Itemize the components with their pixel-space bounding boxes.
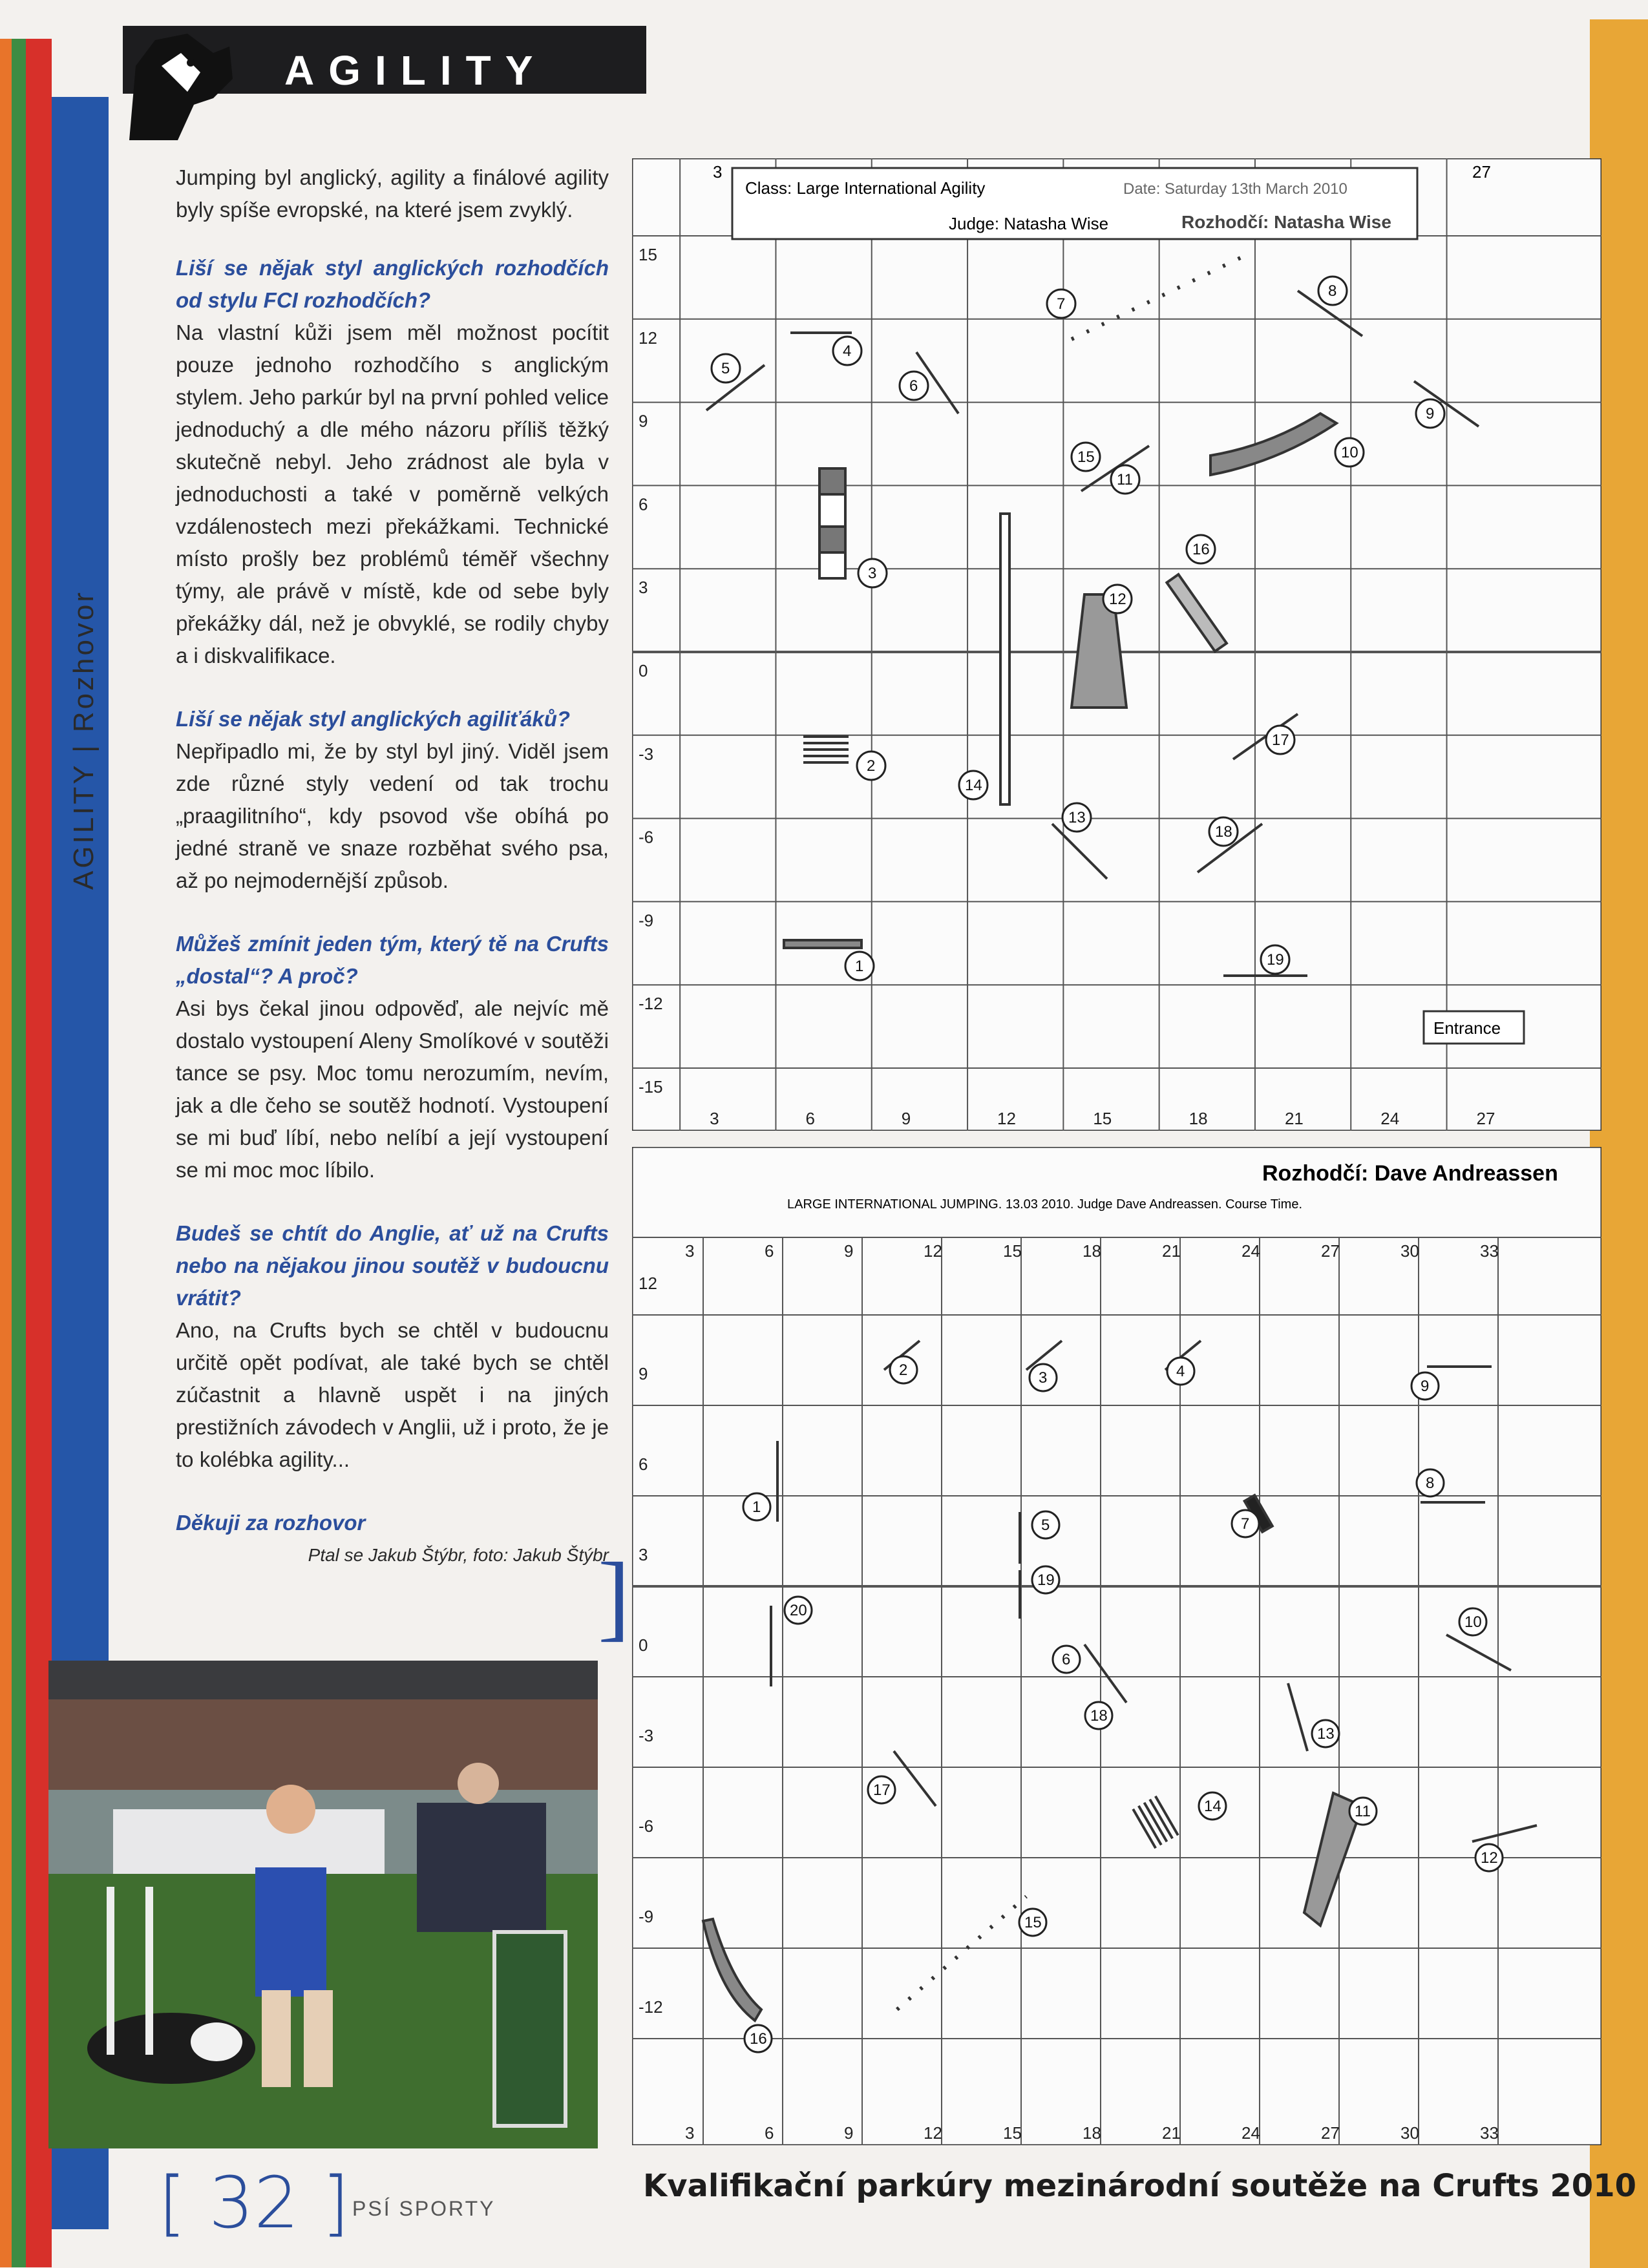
- obstacle-number-label: 7: [1241, 1515, 1250, 1533]
- obstacle-number-label: 16: [750, 2030, 767, 2048]
- y-tick-label: -12: [639, 994, 663, 1014]
- x-tick-label: 15: [1003, 2123, 1022, 2143]
- vertical-section-label: AGILITY | Rozhovor: [68, 589, 100, 890]
- y-tick-label: 6: [639, 494, 648, 514]
- x-tick-label: 21: [1284, 1109, 1304, 1128]
- article-body: [176, 162, 609, 1571]
- x-tick-label: 18: [1083, 1241, 1101, 1261]
- obstacle-number-label: 5: [1041, 1517, 1050, 1534]
- x-tick-label: 9: [901, 1109, 911, 1128]
- x-tick-label: 27: [1321, 1241, 1340, 1261]
- obstacle-number-label: 7: [1057, 295, 1066, 313]
- obstacle-number-label: 11: [1117, 471, 1133, 488]
- obstacle-number-label: 12: [1481, 1849, 1498, 1867]
- obstacle-number-label: 17: [1272, 731, 1289, 749]
- obstacle-number-label: 6: [909, 377, 918, 395]
- obstacle-number-label: 4: [843, 342, 852, 360]
- y-tick-label: 12: [639, 328, 657, 348]
- agility-course-map: [632, 158, 1601, 1131]
- obstacle-number-label: 17: [873, 1781, 891, 1799]
- obstacle-number-label: 3: [1039, 1369, 1048, 1387]
- obstacle-number-label: 18: [1215, 823, 1232, 841]
- answer-4: Ano, na Crufts bych se chtěl v budoucnu určitě opět podívat, ale také bych se chtěl zúčastnit a hlavně uspět i na jiných prestižních závodech v Anglii, už i proto, že je to kolébka agility...: [176, 1318, 609, 1471]
- binding-stripe-orange: [0, 39, 12, 2267]
- course2-subtitle: LARGE INTERNATIONAL JUMPING. 13.03 2010. Judge Dave Andreassen. Course Time.: [787, 1197, 1303, 1212]
- obstacle-number-label: 5: [721, 360, 730, 377]
- page-number: [ 32 ]: [158, 2161, 350, 2244]
- answer-3: Asi bys čekal jinou odpověď, ale nejvíc mě dostalo vystoupení Aleny Smolíkové v soutěži tance se psy. Moc tomu nerozumím, nevím, jak a dle čeho se soutěž hodnotí. Vystoupení se mi buď líbí, nebo nelíbí a její vystoupení se mi moc moc líbilo.: [176, 996, 609, 1182]
- magazine-name: PSÍ SPORTY: [352, 2197, 496, 2220]
- y-tick-label: 3: [639, 1545, 648, 1564]
- obstacle-number-label: 14: [1204, 1798, 1221, 1815]
- x-tick-label: 3: [710, 1109, 719, 1128]
- x-tick-label: 18: [1188, 1109, 1208, 1128]
- obstacle-number-label: 20: [790, 1602, 807, 1619]
- x-tick-label: 33: [1480, 2123, 1499, 2143]
- x-tick-label: 12: [924, 1241, 942, 1261]
- obstacle-number-label: 18: [1090, 1707, 1108, 1725]
- obstacle-number-label: 11: [1355, 1803, 1371, 1820]
- x-tick-label: 30: [1400, 2123, 1419, 2143]
- obstacle-number-label: 19: [1037, 1571, 1055, 1589]
- seesaw-1: [784, 940, 861, 948]
- x-tick-label: 30: [1400, 1241, 1419, 1261]
- obstacle-number-label: 1: [752, 1498, 761, 1516]
- x-tick-label: 21: [1162, 2123, 1181, 2143]
- y-tick-label: 0: [639, 1635, 648, 1655]
- thanks-line: Děkuji za rozhovor: [176, 1511, 366, 1535]
- y-tick-label: -6: [639, 827, 654, 847]
- y-tick-label: 9: [639, 411, 648, 431]
- y-tick-label: 0: [639, 661, 648, 680]
- obstacle-number-label: 12: [1109, 591, 1126, 608]
- question-1: Liší se nějak styl anglických rozhodčích od stylu FCI rozhodčích?: [176, 256, 609, 312]
- x-tick-label: 24: [1241, 1241, 1260, 1261]
- course-class: Class: Large International Agility: [745, 178, 986, 198]
- obstacle-number-label: 8: [1328, 282, 1337, 300]
- obstacle-number-label: 8: [1426, 1475, 1435, 1492]
- x-tick-label: 24: [1380, 1109, 1400, 1128]
- x-tick-label: 3: [685, 1241, 695, 1261]
- y-tick-label: -9: [639, 1907, 654, 1926]
- dogwalk-14: [1000, 514, 1009, 804]
- answer-2: Nepřipadlo mi, že by styl byl jiný. Viděl jsem zde různé styly vedení od tak trochu „praagilitního“, kdy psovod vše obíhá po jedné straně ve snaze rozběhat svého psa, až po nejmodernější způsob.: [176, 739, 609, 892]
- x-tick-label: 24: [1241, 2123, 1260, 2143]
- y-tick-label: -3: [639, 1726, 654, 1745]
- y-tick-label: -9: [639, 910, 654, 930]
- x-tick-label: 27: [1321, 2123, 1340, 2143]
- binding-stripe-red: [26, 39, 52, 2267]
- x-tick-label: 33: [1480, 1241, 1499, 1261]
- obstacle-number-label: 2: [899, 1361, 908, 1379]
- answer-1: Na vlastní kůži jsem měl možnost pocítit pouze jednoho rozhodčího s anglickým stylem. Jeho parkúr byl na první pohled velice jednoduchý a dle mého názoru příliš těžký skutečně nebyl. Jeho zrádnost ale byla v jednoduchosti a také v poměrně velkých vzdálenostech mezi překážkami. Technické místo prošly bez problémů téměř všechny týmy, ale právě v místě, kde od sebe byly překážky dál, než je obvyklé, se rodily chyby a i diskvalifikace.: [176, 320, 609, 667]
- x-tick-label: 12: [924, 2123, 942, 2143]
- jumping-course-map: [632, 1147, 1601, 2145]
- question-4: Budeš se chtít do Anglie, ať už na Crufts nebo na nějakou jinou soutěž v budoucnu vrátit?: [176, 1221, 609, 1310]
- y-tick-label: 3: [639, 578, 648, 598]
- x-tick-label: 6: [765, 1241, 774, 1261]
- obstacle-number-label: 2: [867, 757, 876, 775]
- y-tick-label: 6: [639, 1454, 648, 1474]
- x-tick-label: 21: [1162, 1241, 1181, 1261]
- obstacle-number-label: 6: [1062, 1651, 1071, 1668]
- entrance-label: Entrance: [1433, 1018, 1501, 1038]
- x-tick-label: 3: [685, 2123, 695, 2143]
- agility-photo: [48, 1661, 598, 2148]
- x-tick-label: 9: [844, 2123, 854, 2143]
- corner-label-left: 3: [713, 162, 723, 182]
- x-tick-label: 18: [1083, 2123, 1101, 2143]
- x-tick-label: 9: [844, 1241, 854, 1261]
- obstacle-number-label: 4: [1176, 1363, 1185, 1380]
- obstacle-number-label: 10: [1464, 1613, 1482, 1631]
- x-tick-label: 15: [1003, 1241, 1022, 1261]
- x-tick-label: 6: [805, 1109, 815, 1128]
- y-tick-label: 9: [639, 1364, 648, 1383]
- obstacle-number-label: 16: [1192, 541, 1210, 558]
- corner-label-right: 27: [1472, 162, 1491, 182]
- obstacle-number-label: 10: [1341, 444, 1358, 461]
- course-judge-cz: Rozhodčí: Natasha Wise: [1181, 212, 1391, 232]
- question-3: Můžeš zmínit jeden tým, který tě na Crufts „dostal“? A proč?: [176, 932, 609, 988]
- binding-stripe-green: [12, 39, 26, 2267]
- course-judge: Judge: Natasha Wise: [949, 214, 1109, 233]
- y-tick-label: 15: [639, 245, 657, 264]
- y-tick-label: -15: [639, 1077, 663, 1097]
- obstacle-number-label: 3: [868, 565, 877, 582]
- x-tick-label: 12: [997, 1109, 1016, 1128]
- x-tick-label: 6: [765, 2123, 774, 2143]
- obstacle-number-label: 15: [1024, 1914, 1042, 1931]
- obstacle-number-label: 13: [1068, 809, 1086, 826]
- dog-logo-icon: [116, 27, 239, 143]
- course2-judge-cz: Rozhodčí: Dave Andreassen: [1262, 1161, 1558, 1186]
- obstacle-number-label: 15: [1077, 448, 1095, 466]
- x-tick-label: 27: [1476, 1109, 1495, 1128]
- obstacle-number-label: 9: [1426, 405, 1435, 423]
- maps-caption: Kvalifikační parkúry mezinárodní soutěže na Crufts 2010: [643, 2168, 1636, 2204]
- obstacle-number-label: 1: [855, 958, 864, 975]
- section-title: AGILITY: [284, 47, 547, 94]
- obstacle-number-label: 14: [965, 777, 982, 794]
- obstacle-number-label: 19: [1267, 951, 1284, 969]
- x-tick-label: 15: [1093, 1109, 1112, 1128]
- intro-paragraph: Jumping byl anglický, agility a finálové agility byly spíše evropské, na které jsem zvyklý.: [176, 165, 609, 222]
- closing-bracket: ]: [598, 1543, 630, 1650]
- y-tick-label: 12: [639, 1274, 657, 1293]
- y-tick-label: -6: [639, 1816, 654, 1836]
- course-date: Date: Saturday 13th March 2010: [1123, 180, 1347, 198]
- y-tick-label: -12: [639, 1997, 663, 2017]
- question-2: Liší se nějak styl anglických agiliťáků?: [176, 707, 571, 731]
- obstacle-number-label: 9: [1421, 1378, 1430, 1395]
- y-tick-label: -3: [639, 744, 654, 764]
- photo-credit: Ptal se Jakub Štýbr, foto: Jakub Štýbr: [308, 1545, 609, 1565]
- obstacle-number-label: 13: [1317, 1725, 1335, 1743]
